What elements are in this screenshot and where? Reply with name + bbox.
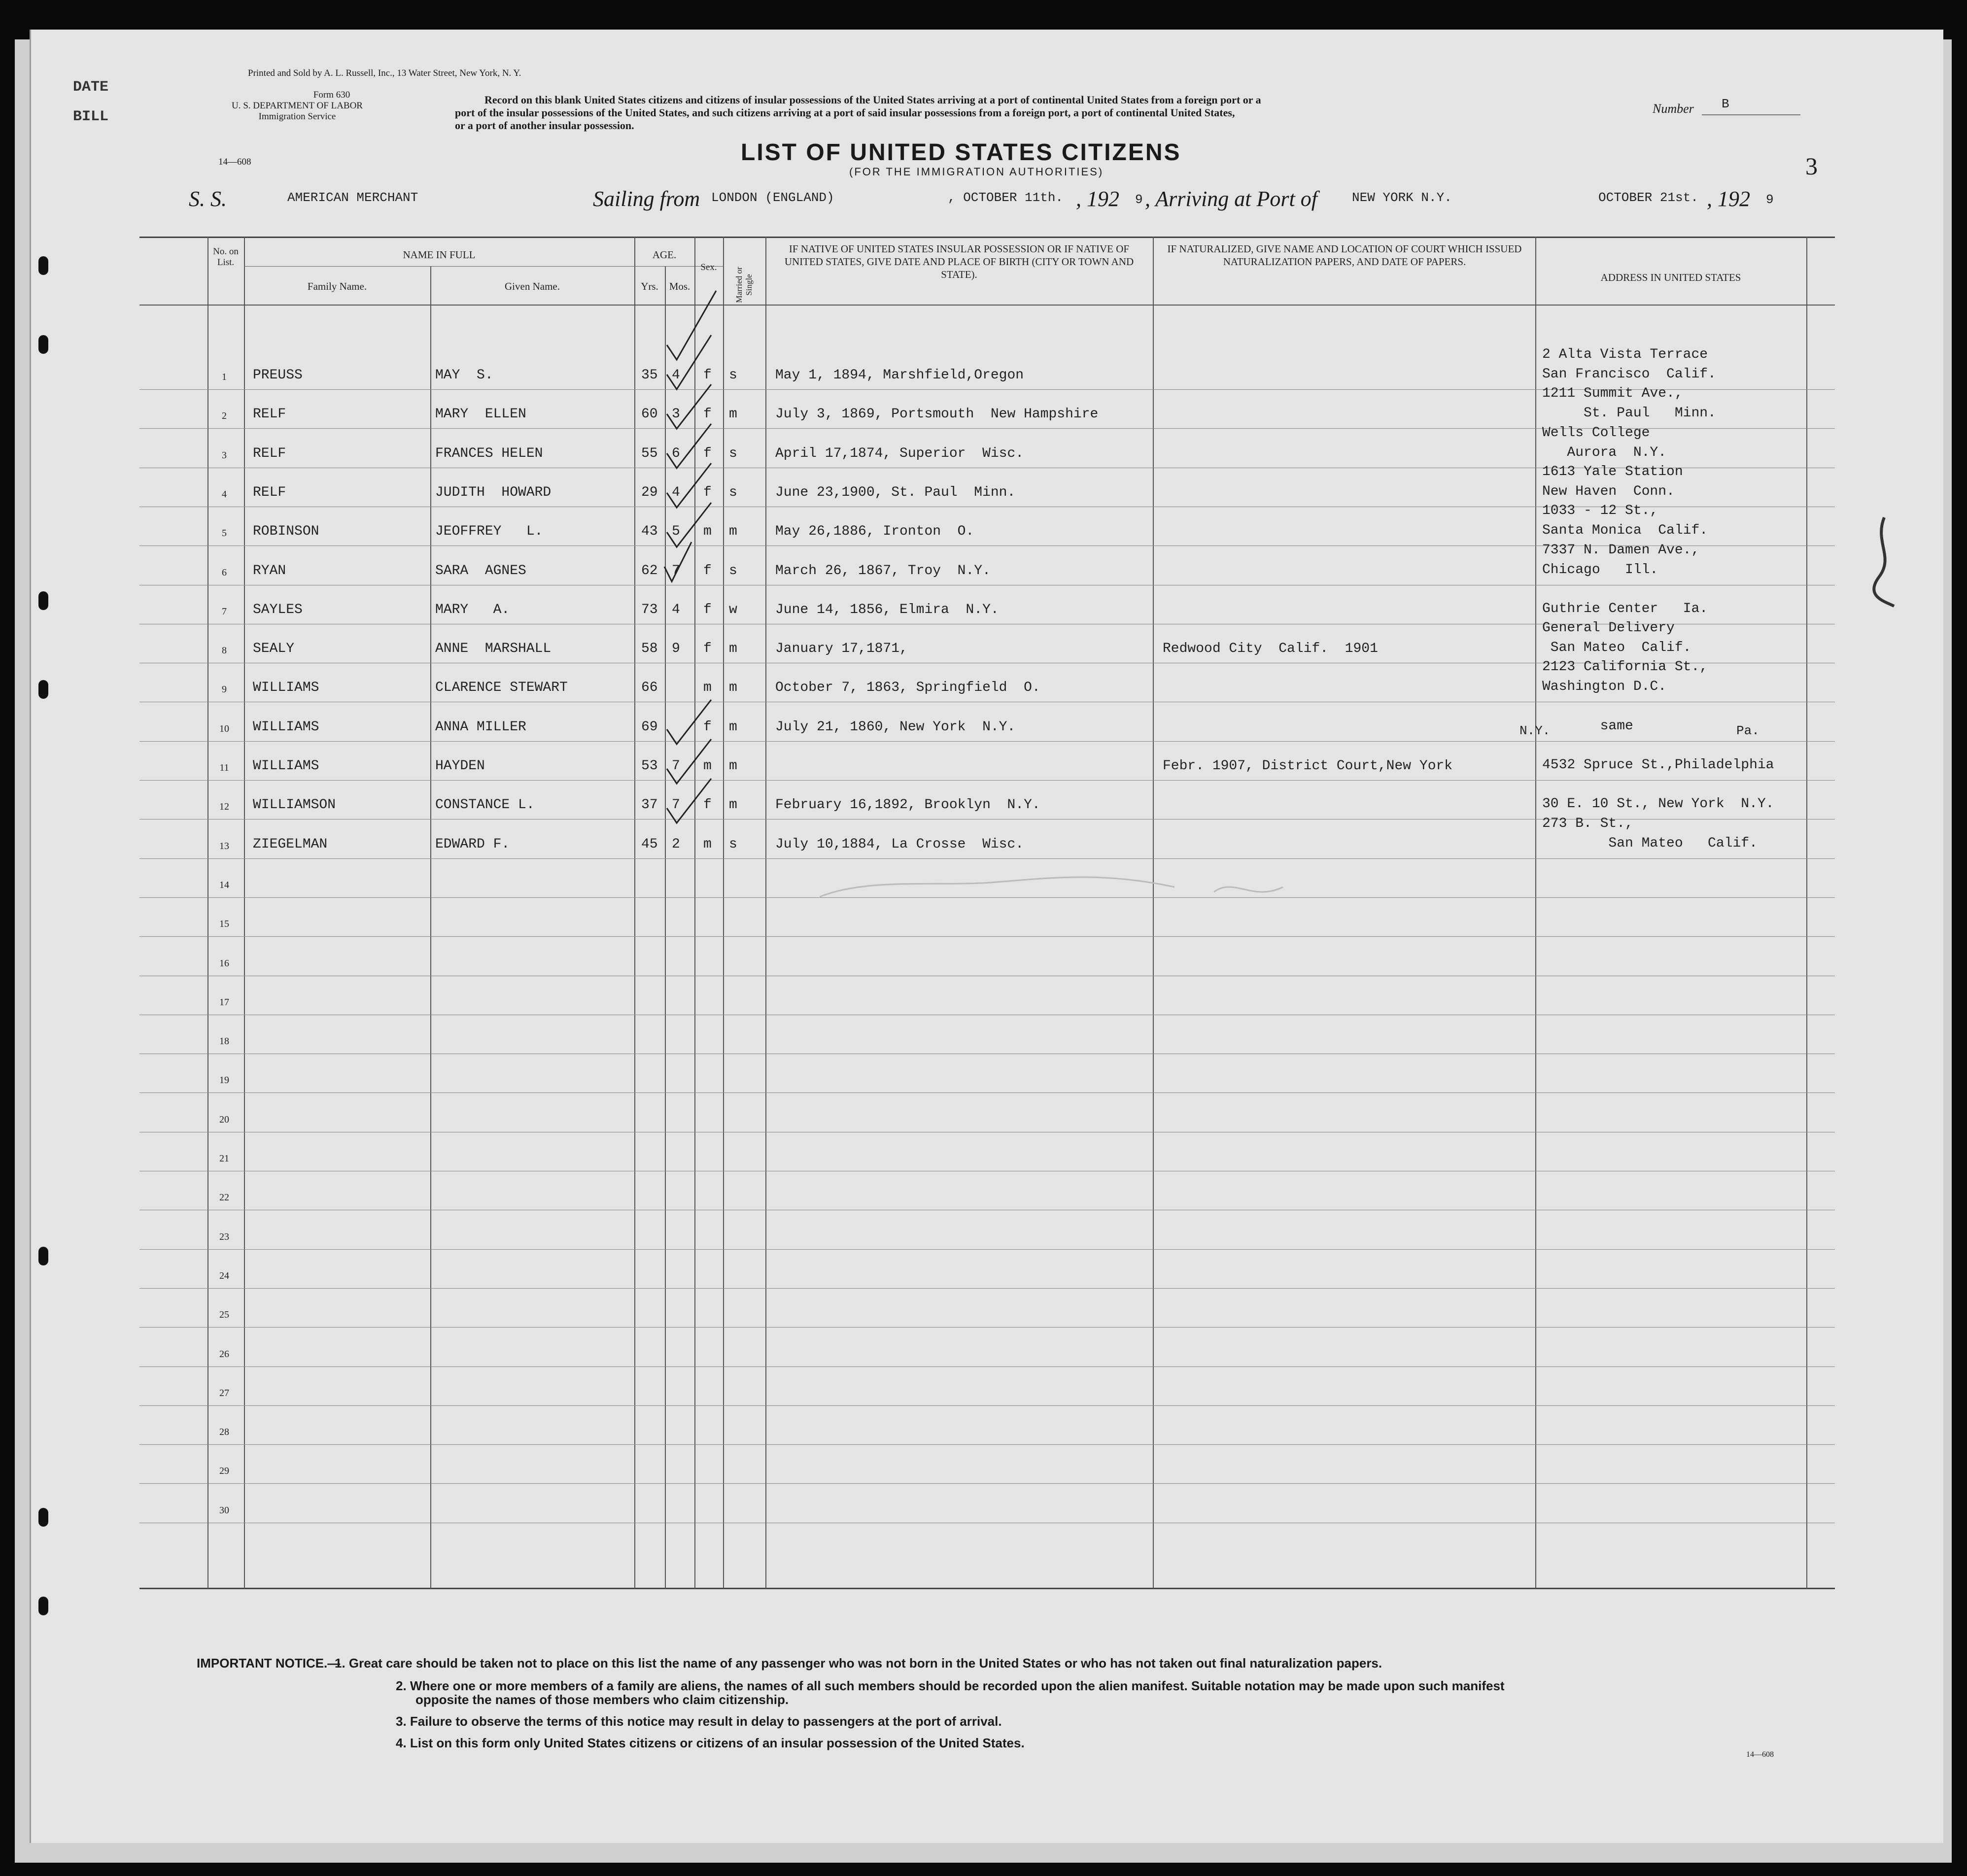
faint-stamp (810, 857, 1352, 926)
marital-status: s (729, 484, 737, 500)
address-line-1: 1613 Yale Station (1542, 464, 1683, 479)
notice-code: 14—608 (1746, 1750, 1774, 1759)
address-line-2: New Haven Conn. (1542, 483, 1675, 499)
check-marks (662, 286, 731, 848)
row-number: 20 (219, 1114, 229, 1125)
row-number: 14 (219, 879, 229, 890)
table-top-rule (139, 237, 1835, 238)
family-name: WILLIAMS (253, 680, 319, 696)
arriving-label: , Arriving at Port of (1145, 187, 1317, 211)
instruction-line-3: or a port of another insular possession. (455, 119, 634, 132)
row-number: 15 (219, 919, 229, 930)
header-family-name: Family Name. (307, 280, 367, 292)
age-years: 62 (641, 563, 658, 579)
address-line-1: 2123 California St., (1542, 659, 1708, 675)
row-rule (139, 936, 1835, 937)
service: Immigration Service (258, 111, 336, 122)
marital-status: s (729, 445, 737, 461)
row-number: 19 (219, 1075, 229, 1086)
row-number: 3 (222, 449, 227, 461)
col-divider (430, 266, 431, 1589)
sex: f (703, 407, 712, 422)
row-number: 11 (219, 762, 229, 773)
marital-status: m (729, 407, 737, 422)
row-rule (139, 1405, 1835, 1406)
departure-port: LONDON (ENGLAND) (711, 190, 834, 205)
birth-info: October 7, 1863, Springfield O. (775, 680, 1040, 696)
marital-status: s (729, 836, 737, 852)
row-rule (139, 1366, 1835, 1367)
table-bottom-rule (139, 1588, 1835, 1589)
birth-info: March 26, 1867, Troy N.Y. (775, 563, 991, 579)
sex: f (703, 563, 712, 579)
family-name: RYAN (253, 563, 286, 579)
arrival-port: NEW YORK N.Y. (1352, 190, 1452, 205)
age-months: 6 (672, 445, 680, 461)
age-years: 35 (641, 368, 658, 383)
form-code: 14—608 (218, 157, 251, 167)
address-line-2: San Mateo Calif. (1542, 640, 1691, 656)
arrival-date: OCTOBER 21st. (1598, 190, 1698, 205)
given-name: JUDITH HOWARD (435, 484, 552, 500)
notice-head: IMPORTANT NOTICE.— (197, 1656, 341, 1671)
age-years: 37 (641, 797, 658, 813)
row-number: 10 (219, 723, 229, 734)
given-name: CONSTANCE L. (435, 797, 535, 813)
age-months: 7 (672, 563, 680, 579)
row-number: 24 (219, 1270, 229, 1281)
binder-hole (38, 1247, 48, 1265)
age-years: 60 (641, 407, 658, 422)
header-name-in-full: NAME IN FULL (403, 249, 476, 261)
binder-hole (38, 256, 48, 275)
naturalization-note-ny: N.Y. (1519, 723, 1551, 738)
marital-status: m (729, 719, 737, 735)
number-value: B (1722, 97, 1729, 111)
age-months: 3 (672, 407, 680, 422)
form-number: Form 630 (313, 90, 350, 100)
row-number: 17 (219, 996, 229, 1008)
row-number: 28 (219, 1427, 229, 1438)
header-given-name: Given Name. (505, 280, 560, 292)
birth-info: June 23,1900, St. Paul Minn. (775, 484, 1016, 500)
address-line-2: Chicago Ill. (1542, 562, 1658, 578)
address-line-2: Guthrie Center Ia. (1542, 601, 1708, 616)
sex: f (703, 602, 712, 617)
given-name: MARY A. (435, 602, 510, 617)
given-name: ANNE MARSHALL (435, 641, 552, 657)
row-number: 29 (219, 1466, 229, 1477)
arrival-year-printed: , 192 (1707, 187, 1750, 211)
age-months: 5 (672, 524, 680, 540)
header-naturalized: IF NATURALIZED, GIVE NAME AND LOCATION OF COURT WHICH ISSUED NATURALIZATION PAPERS, AND DATE OF PAPERS. (1167, 243, 1522, 268)
row-number: 1 (222, 372, 227, 382)
departure-year-typed: 9 (1135, 192, 1143, 207)
given-name: MAY S. (435, 368, 493, 383)
arrival-year-typed: 9 (1766, 192, 1774, 207)
address-line-2: Aurora N.Y. (1542, 444, 1667, 460)
address-line-1: Wells College (1542, 425, 1650, 441)
sex: f (703, 445, 712, 461)
row-number: 8 (222, 645, 227, 656)
notice-item-2: 2. Where one or more members of a family are aliens, the names of all such members should be recorded upon the alien manifest. Suitable notation may be made upon such manifest (396, 1678, 1505, 1693)
given-name: ANNA MILLER (435, 719, 526, 735)
col-divider (1535, 237, 1536, 1589)
row-number: 12 (219, 801, 229, 813)
row-number: 25 (219, 1309, 229, 1321)
age-years: 69 (641, 719, 658, 735)
birth-info: July 21, 1860, New York N.Y. (775, 719, 1016, 735)
age-years: 66 (641, 680, 658, 696)
address-line-1: 2 Alta Vista Terrace (1542, 347, 1708, 362)
row-number: 5 (222, 528, 227, 539)
form-title: LIST OF UNITED STATES CITIZENS (741, 139, 1181, 166)
header-married-single: Married or Single (734, 267, 754, 303)
given-name: SARA AGNES (435, 563, 526, 579)
row-rule (139, 1288, 1835, 1289)
age-months: 7 (672, 797, 680, 813)
departure-date: , OCTOBER 11th. (948, 190, 1064, 205)
marital-status: m (729, 524, 737, 540)
manifest-page (30, 30, 1943, 1843)
birth-info: June 14, 1856, Elmira N.Y. (775, 602, 999, 617)
given-name: FRANCES HELEN (435, 445, 543, 461)
address-line-2: 30 E. 10 St., New York N.Y. (1542, 796, 1774, 812)
age-months: 7 (672, 758, 680, 774)
binder-hole (38, 1597, 48, 1615)
address-line-1: 1211 Summit Ave., (1542, 386, 1683, 402)
side-label-date: DATE (73, 79, 109, 96)
age-months: 4 (672, 602, 680, 617)
family-name: WILLIAMS (253, 719, 319, 735)
age-years: 29 (641, 484, 658, 500)
binder-hole (38, 1508, 48, 1527)
age-years: 55 (641, 445, 658, 461)
address-line-2: Santa Monica Calif. (1542, 523, 1708, 539)
header-no: No. on List. (213, 246, 239, 268)
sex: f (703, 484, 712, 500)
col-divider (244, 237, 245, 1589)
header-bottom-rule (139, 305, 1835, 306)
address-line-2: same (1542, 718, 1633, 734)
row-rule (139, 1249, 1835, 1250)
row-rule (139, 1092, 1835, 1093)
form-subtitle: (FOR THE IMMIGRATION AUTHORITIES) (849, 166, 1104, 178)
family-name: PREUSS (253, 368, 303, 383)
binder-hole (38, 680, 48, 699)
header-birth: IF NATIVE OF UNITED STATES INSULAR POSSESSION OR IF NATIVE OF UNITED STATES, GIVE DATE AND PLACE OF BIRTH (CITY OR TOWN AND STATE). (784, 243, 1134, 280)
sex: m (703, 836, 712, 852)
departure-year-printed: , 192 (1076, 187, 1119, 211)
row-number: 30 (219, 1504, 229, 1516)
notice-item-3: 3. Failure to observe the terms of this notice may result in delay to passengers at the port of arrival. (396, 1714, 1002, 1729)
address-line-1: General Delivery (1542, 620, 1675, 636)
birth-info: April 17,1874, Superior Wisc. (775, 445, 1024, 461)
given-name: JEOFFREY L. (435, 524, 543, 540)
address-line-1: 273 B. St., (1542, 816, 1633, 831)
row-rule (139, 1444, 1835, 1445)
notice-item-1: 1. Great care should be taken not to place on this list the name of any passenger who was not born in the United States or who has not taken out final naturalization papers. (335, 1656, 1382, 1671)
header-age: AGE. (652, 249, 677, 261)
row-number: 2 (222, 410, 227, 422)
header-mos: Mos. (669, 280, 690, 292)
department: U. S. DEPARTMENT OF LABOR (232, 101, 363, 111)
family-name: SEALY (253, 641, 295, 657)
row-number: 7 (222, 606, 227, 617)
margin-mark (1864, 512, 1904, 611)
ss-label: S. S. (189, 187, 227, 211)
address-line-2: Washington D.C. (1542, 679, 1667, 695)
sailing-label: Sailing from (593, 187, 700, 211)
sex: m (703, 680, 712, 696)
col-divider (765, 237, 766, 1589)
family-name: ROBINSON (253, 524, 319, 540)
row-number: 22 (219, 1192, 229, 1203)
address-line-2: San Mateo Calif. (1542, 835, 1758, 851)
age-months: 9 (672, 641, 680, 657)
family-name: WILLIAMSON (253, 797, 336, 813)
sex: f (703, 368, 712, 383)
col-divider (207, 237, 208, 1589)
address-note-pa: Pa. (1736, 723, 1760, 738)
age-years: 73 (641, 602, 658, 617)
sex: f (703, 797, 712, 813)
sex: f (703, 719, 712, 735)
instruction-line-1: Record on this blank United States citizens and citizens of insular possessions of the United States arriving at a port of continental United States from a foreign port or a (484, 94, 1261, 106)
family-name: RELF (253, 484, 286, 500)
marital-status: m (729, 758, 737, 774)
address-line-2: 4532 Spruce St.,Philadelphia (1542, 757, 1774, 773)
binder-hole (38, 335, 48, 354)
address-line-1: 7337 N. Damen Ave., (1542, 542, 1700, 558)
row-number: 9 (222, 684, 227, 695)
family-name: ZIEGELMAN (253, 836, 328, 852)
birth-info: January 17,1871, (775, 641, 908, 657)
row-number: 6 (222, 567, 227, 578)
naturalization-info: Redwood City Calif. 1901 (1163, 641, 1378, 657)
notice-item-2-cont: opposite the names of those members who claim citizenship. (415, 1692, 789, 1707)
row-number: 23 (219, 1231, 229, 1242)
naturalization-info: Febr. 1907, District Court,New York (1163, 758, 1453, 774)
row-rule (139, 1327, 1835, 1328)
age-months: 4 (672, 368, 680, 383)
family-name: WILLIAMS (253, 758, 319, 774)
row-number: 13 (219, 840, 229, 852)
age-months: 4 (672, 484, 680, 500)
given-name: HAYDEN (435, 758, 485, 774)
marital-status: m (729, 641, 737, 657)
marital-status: s (729, 563, 737, 579)
row-number: 18 (219, 1036, 229, 1047)
col-divider (1806, 237, 1807, 1589)
header-sex: Sex. (700, 262, 717, 273)
age-years: 43 (641, 524, 658, 540)
row-number: 26 (219, 1348, 229, 1360)
printer-line: Printed and Sold by A. L. Russell, Inc., 13 Water Street, New York, N. Y. (248, 68, 521, 78)
family-name: RELF (253, 445, 286, 461)
row-rule (139, 1483, 1835, 1484)
ship-name: AMERICAN MERCHANT (287, 190, 418, 205)
address-line-2: St. Paul Minn. (1542, 406, 1716, 421)
birth-info: July 3, 1869, Portsmouth New Hampshire (775, 407, 1099, 422)
row-rule (139, 780, 1835, 781)
row-rule (139, 741, 1835, 742)
sex: m (703, 758, 712, 774)
address-line-1: 1033 - 12 St., (1542, 503, 1658, 519)
header-yrs: Yrs. (641, 280, 658, 292)
marital-status: m (729, 680, 737, 696)
birth-info: May 1, 1894, Marshfield,Oregon (775, 368, 1024, 383)
age-months: 2 (672, 836, 680, 852)
row-number: 4 (222, 488, 227, 500)
side-label-bill: BILL (73, 108, 109, 125)
sex: m (703, 524, 712, 540)
family-name: SAYLES (253, 602, 303, 617)
sex: f (703, 641, 712, 657)
given-name: MARY ELLEN (435, 407, 526, 422)
age-years: 58 (641, 641, 658, 657)
given-name: CLARENCE STEWART (435, 680, 568, 696)
row-number: 27 (219, 1387, 229, 1398)
page-number: 3 (1805, 152, 1818, 180)
number-underline (1702, 114, 1800, 115)
marital-status: w (729, 602, 737, 617)
marital-status: m (729, 797, 737, 813)
subheader-rule (244, 266, 723, 267)
number-label: Number (1653, 102, 1694, 116)
family-name: RELF (253, 407, 286, 422)
header-address: ADDRESS IN UNITED STATES (1600, 272, 1741, 283)
birth-info: May 26,1886, Ironton O. (775, 524, 974, 540)
address-line-2: San Francisco Calif. (1542, 367, 1716, 382)
notice-item-4: 4. List on this form only United States citizens or citizens of an insular possession of the United States. (396, 1736, 1025, 1750)
binder-hole (38, 591, 48, 610)
given-name: EDWARD F. (435, 836, 510, 852)
row-number: 21 (219, 1153, 229, 1164)
row-number: 16 (219, 957, 229, 969)
instruction-line-2: port of the insular possessions of the United States, and such citizens arriving at a port of said insular possessions from a foreign port, a port of continental United States, (455, 106, 1235, 119)
marital-status: s (729, 368, 737, 383)
age-years: 53 (641, 758, 658, 774)
col-divider (634, 237, 635, 1589)
age-years: 45 (641, 836, 658, 852)
birth-info: July 10,1884, La Crosse Wisc. (775, 836, 1024, 852)
birth-info: February 16,1892, Brooklyn N.Y. (775, 797, 1040, 813)
